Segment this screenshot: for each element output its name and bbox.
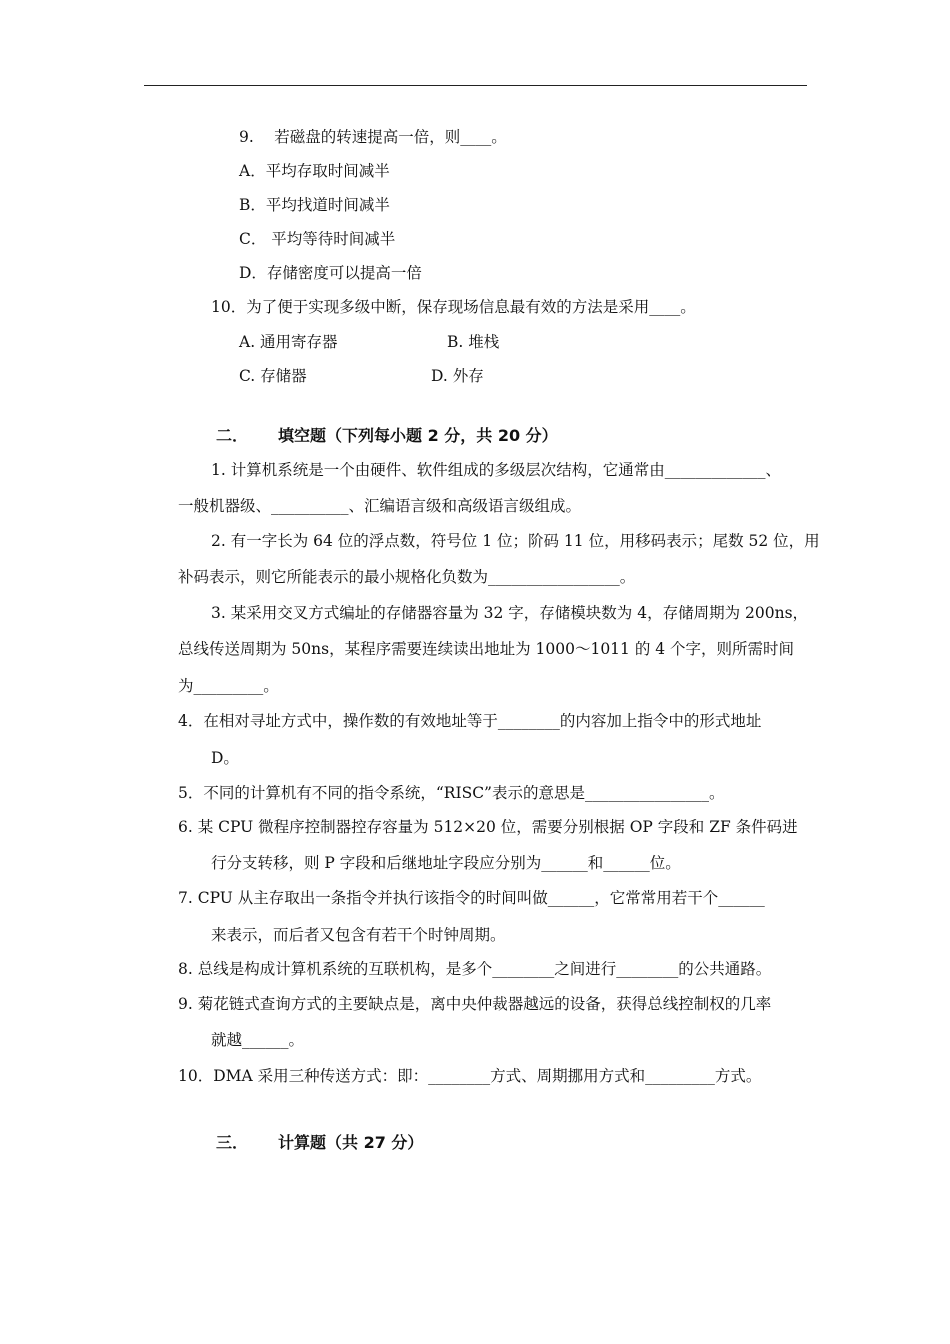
fill-q9-line1: 9. 菊花链式查询方式的主要缺点是，离中央仲裁器越远的设备，获得总线控制权的几率 <box>178 995 772 1013</box>
q9-option-b: B．平均找道时间减半 <box>239 196 390 214</box>
q9-stem: 9. 若磁盘的转速提高一倍，则____。 <box>239 128 507 146</box>
section3-title: 计算题（共 27 分） <box>278 1133 424 1152</box>
fill-q8-line1: 8. 总线是构成计算机系统的互联机构，是多个________之间进行________的公共通路。 <box>178 960 772 978</box>
fill-q2-line2: 补码表示，则它所能表示的最小规格化负数为_________________。 <box>178 568 636 586</box>
q10-option-d: D. 外存 <box>431 367 484 385</box>
fill-q2-line1: 2. 有一字长为 64 位的浮点数，符号位 1 位；阶码 11 位，用移码表示；尾数 52 位，用 <box>211 532 820 550</box>
q10-option-b: B. 堆栈 <box>447 333 500 351</box>
q10-stem: 10．为了便于实现多级中断，保存现场信息最有效的方法是采用____。 <box>211 298 696 316</box>
fill-q1-line1: 1. 计算机系统是一个由硬件、软件组成的多级层次结构，它通常由_____________、 <box>211 461 781 479</box>
fill-q10-line1: 10．DMA 采用三种传送方式：即：________方式、周期挪用方式和_________方式。 <box>178 1067 762 1085</box>
fill-q3-line1: 3. 某采用交叉方式编址的存储器容量为 32 字，存储模块数为 4，存储周期为 200ns， <box>211 604 809 622</box>
fill-q9-line2: 就越______。 <box>211 1031 305 1049</box>
fill-q3-line3: 为_________。 <box>178 677 279 695</box>
fill-q7-line1: 7. CPU 从主存取出一条指令并执行该指令的时间叫做______，它常常用若干个______ <box>178 889 765 907</box>
fill-q5-line1: 5．不同的计算机有不同的指令系统，“RISC”表示的意思是________________。 <box>178 784 725 802</box>
q9-option-c: C． 平均等待时间减半 <box>239 230 396 248</box>
fill-q7-line2: 来表示，而后者又包含有若干个时钟周期。 <box>211 926 506 944</box>
q9-option-d: D．存储密度可以提高一倍 <box>239 264 422 282</box>
header-rule <box>144 85 807 86</box>
q9-option-a: A．平均存取时间减半 <box>239 162 390 180</box>
section3-number: 三． <box>216 1133 249 1152</box>
fill-q3-line2: 总线传送周期为 50ns，某程序需要连续读出地址为 1000～1011 的 4 个字，则所需时间 <box>178 640 795 658</box>
section2-title: 填空题（下列每小题 2 分，共 20 分） <box>278 426 558 445</box>
fill-q4-line2: D。 <box>211 749 239 767</box>
fill-q6-line2: 行分支转移，则 P 字段和后继地址字段应分别为______和______位。 <box>211 854 681 872</box>
fill-q1-line2: 一般机器级、__________、汇编语言级和高级语言级组成。 <box>178 497 582 515</box>
q10-option-a: A. 通用寄存器 <box>239 333 338 351</box>
fill-q4-line1: 4．在相对寻址方式中，操作数的有效地址等于________的内容加上指令中的形式地址 <box>178 712 762 730</box>
fill-q6-line1: 6. 某 CPU 微程序控制器控存容量为 512×20 位，需要分别根据 OP 字段和 ZF 条件码进 <box>178 818 798 836</box>
q10-option-c: C. 存储器 <box>239 367 307 385</box>
section2-number: 二． <box>216 426 249 445</box>
